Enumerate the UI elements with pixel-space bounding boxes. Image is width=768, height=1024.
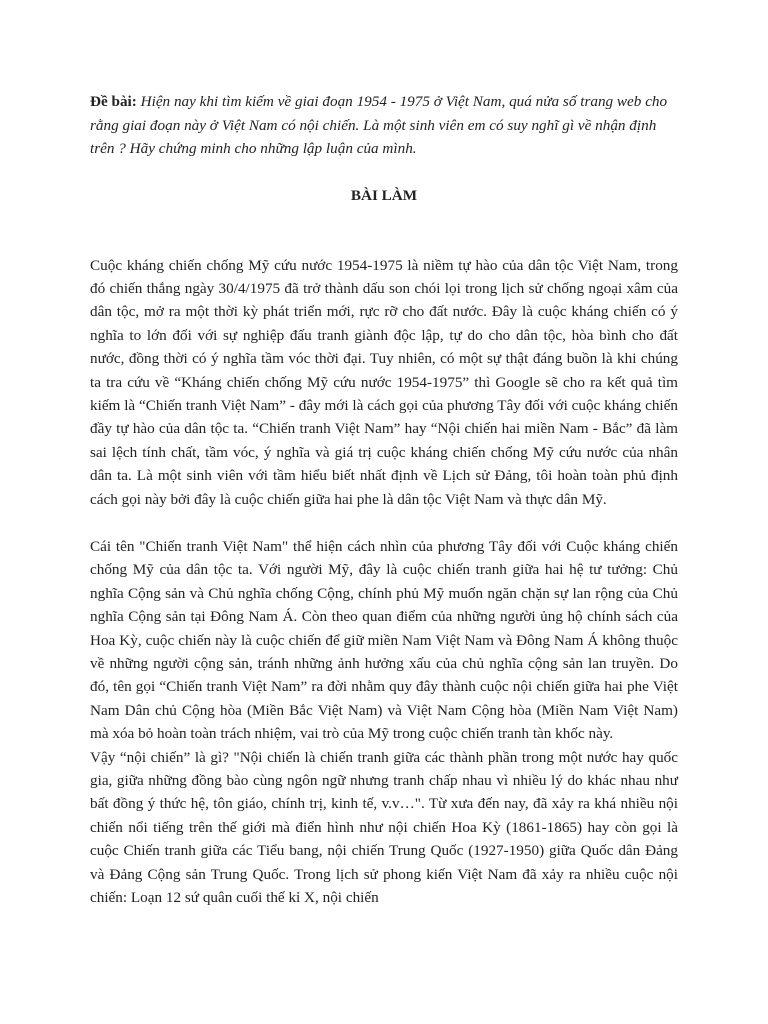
paragraph-civil-war-definition: Vậy “nội chiến” là gì? "Nội chiến là chiến tranh giữa các thành phần trong một nước hay quốc gia, giữa những đồng bào cùng ngôn ngữ nhưng tranh chấp nhau vì nhiều lý do khác nhau như bất đồng ý thức hệ, tôn giáo, chính trị, kinh tế, v.v…". Từ xưa đến nay, đã xảy ra khá nhiều nội chiến nổi tiếng trên thế giới mà điển hình như nội chiến Hoa Kỳ (1861-1865) hay còn gọi là cuộc Chiến tranh giữa các Tiểu bang, nội chiến Trung Quốc (1927-1950) giữa Quốc dân Đảng và Đảng Cộng sản Trung Quốc. Trong lịch sử phong kiến Việt Nam đã xảy ra nhiều cuộc nội chiến: Loạn 12 sứ quân cuối thế kỉ X, nội chiến	[90, 748, 678, 907]
assignment-prompt	[90, 90, 678, 161]
paragraph-intro: Cuộc kháng chiến chống Mỹ cứu nước 1954-1975 là niềm tự hào của dân tộc Việt Nam, trong đó chiến thắng ngày 30/4/1975 đã trở thành dấu son chói lọi trong lịch sử chống ngoại xâm của dân tộc, mở ra một thời kỳ phát triển mới, rực rỡ cho đất nước. Đây là cuộc kháng chiến có ý nghĩa to lớn đối với sự nghiệp đấu tranh giành độc lập, tự do cho dân tộc, hòa bình cho đất nước, đồng thời có ý nghĩa tầm vóc thời đại. Tuy nhiên, có một sự thật đáng buồn là khi chúng ta tra cứu về “Kháng chiến chống Mỹ cứu nước 1954-1975” thì Google sẽ cho ra kết quả tìm kiếm là “Chiến tranh Việt Nam” - đây mới là cách gọi của phương Tây đối với cuộc kháng chiến đầy tự hào của dân tộc ta. “Chiến tranh Việt Nam” hay “Nội chiến hai miền Nam - Bắc” đã làm sai lệch tính chất, tầm vóc, ý nghĩa và giá trị cuộc kháng chiến chống Mỹ cứu nước của nhân dân ta. Là một sinh viên với tầm hiểu biết nhất định về Lịch sử Đảng, tôi hoàn toàn phủ định cách gọi này bởi đây là cuộc chiến giữa hai phe là dân tộc Việt Nam và thực dân Mỹ.	[90, 256, 678, 508]
paragraph-vietnam-war-name: Cái tên "Chiến tranh Việt Nam" thể hiện cách nhìn của phương Tây đối với Cuộc kháng chiến chống Mỹ của dân tộc ta. Với người Mỹ, đây là cuộc chiến tranh giữa hai hệ tư tưởng: Chủ nghĩa Cộng sản và Chủ nghĩa chống Cộng, chính phủ Mỹ muốn ngăn chặn sự lan rộng của Chủ nghĩa Cộng sản tại Đông Nam Á. Còn theo quan điểm của những người ủng hộ chính sách của Hoa Kỳ, cuộc chiến này là cuộc chiến để giữ miền Nam Việt Nam và Đông Nam Á không thuộc về những người cộng sản, tránh những ảnh hưởng xấu của chủ nghĩa cộng sản lan truyền. Do đó, tên gọi “Chiến tranh Việt Nam” ra đời nhằm quy đây thành cuộc nội chiến giữa hai phe Việt Nam Dân chủ Cộng hòa (Miền Bắc Việt Nam) và Việt Nam Cộng hòa (Miền Nam Việt Nam) mà xóa bỏ hoàn toàn trách nhiệm, vai trò của Mỹ trong cuộc chiến tranh tàn khốc này.	[90, 537, 678, 743]
prompt-label: Đề bài:	[90, 93, 137, 110]
essay-heading: BÀI LÀM	[350, 186, 418, 204]
document-page	[90, 90, 678, 909]
prompt-text: Hiện nay khi tìm kiếm về giai đoạn 1954 - 1975 ở Việt Nam, quá nửa số trang web cho rằng giai đoạn này ở Việt Nam có nội chiến. Là một sinh viên em có suy nghĩ gì về nhận định trên ? Hãy chứng minh cho những lập luận của mình.	[90, 93, 668, 157]
